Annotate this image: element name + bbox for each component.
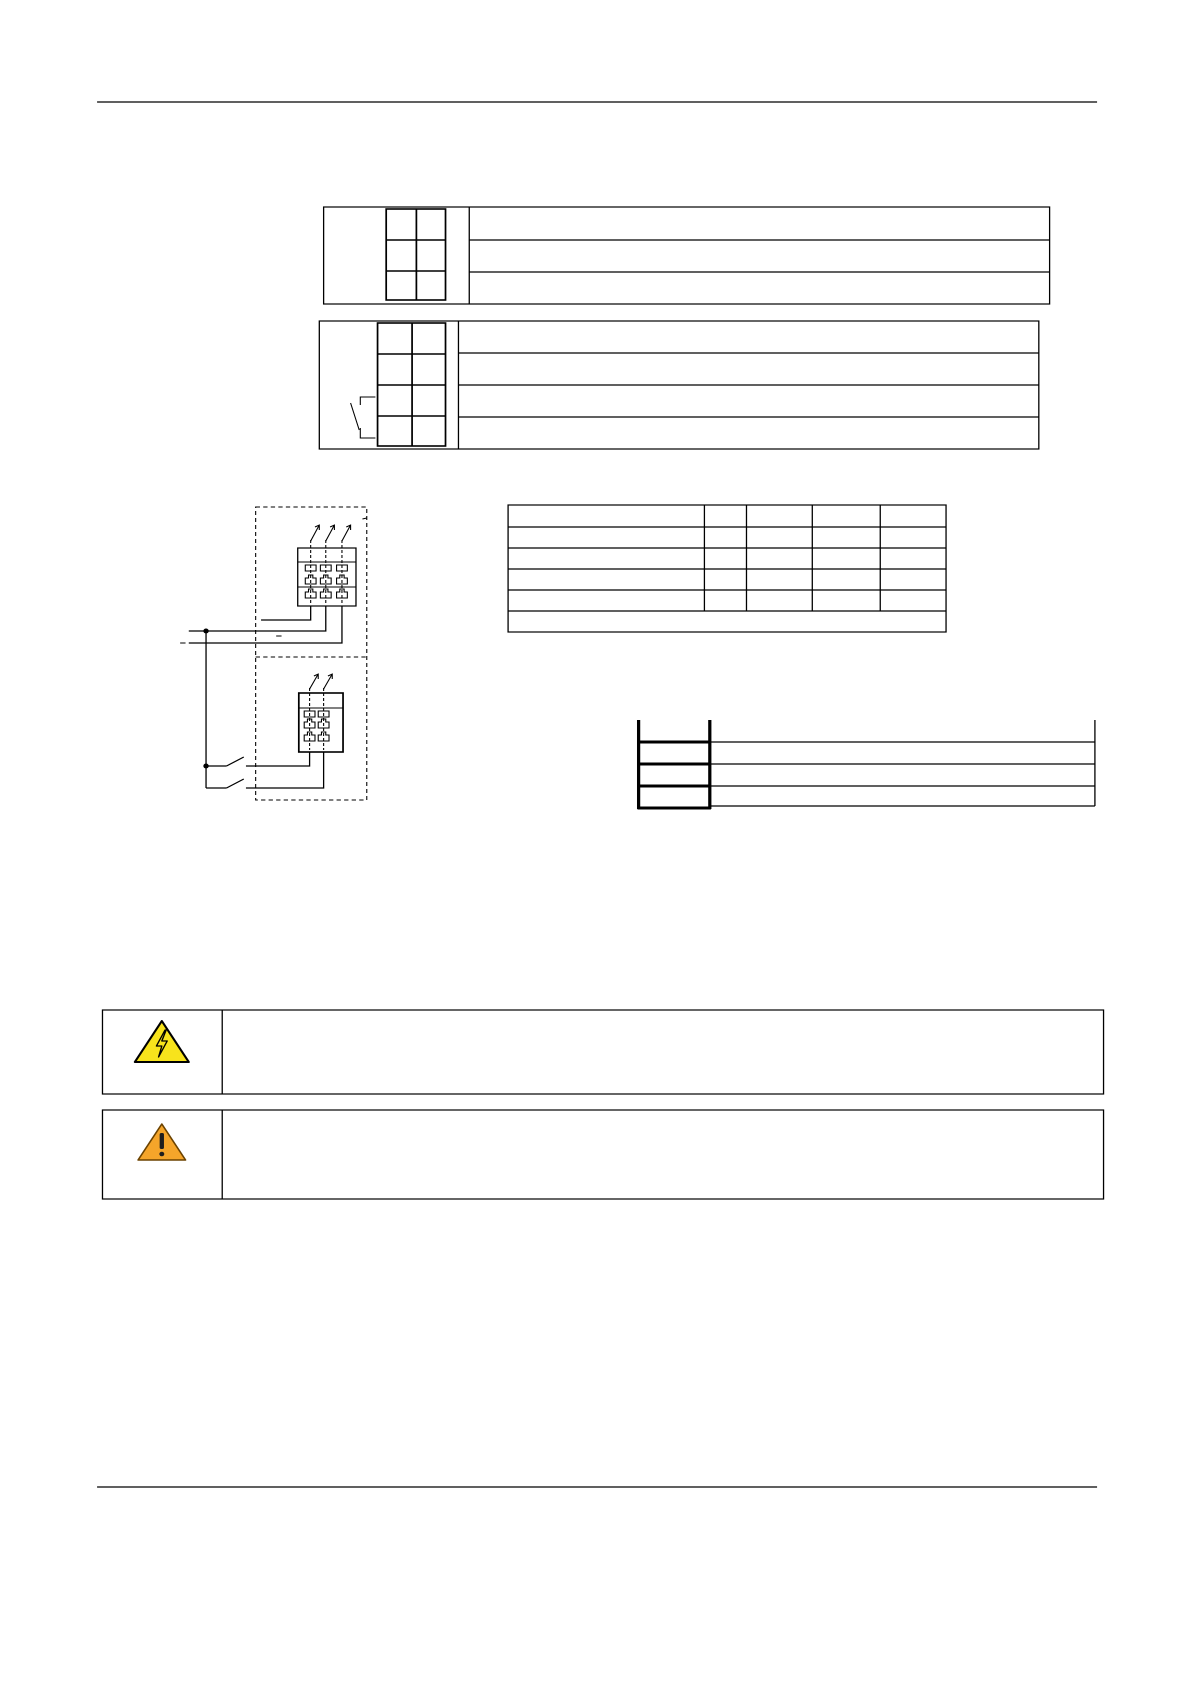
relay-terminal-3pole (298, 525, 356, 606)
tick-mark (362, 518, 366, 519)
wire (189, 606, 342, 643)
arrow-icon (342, 525, 351, 541)
hazard-notice (102, 1010, 1103, 1094)
table-border (324, 207, 1050, 304)
arrow-icon (311, 525, 320, 541)
pin-table (638, 720, 1095, 809)
switch-blade (227, 757, 244, 766)
contact-switch-symbol (351, 397, 376, 438)
wire (189, 606, 326, 631)
terminal-table-2 (319, 321, 1039, 449)
warning-icon (138, 1124, 185, 1160)
relay-terminal-2pole (299, 674, 343, 752)
switch-blade (227, 779, 244, 788)
notice-border (102, 1010, 1103, 1094)
spec-table (508, 505, 946, 632)
terminal-grid-symbol (386, 209, 445, 300)
notice-border (102, 1110, 1103, 1199)
junction-dot (203, 629, 208, 634)
arrow-icon (324, 674, 333, 689)
wire (261, 606, 311, 620)
exclamation-bar (160, 1133, 164, 1149)
wiring-diagram (180, 507, 367, 800)
electric-hazard-icon (135, 1021, 189, 1062)
exclamation-dot (159, 1152, 164, 1157)
arrow-icon (326, 525, 335, 541)
warning-notice (102, 1110, 1103, 1199)
wire (246, 752, 324, 788)
arrow-icon (310, 674, 319, 689)
terminal-grid-symbol (378, 323, 446, 446)
terminal-table-1 (324, 207, 1050, 304)
